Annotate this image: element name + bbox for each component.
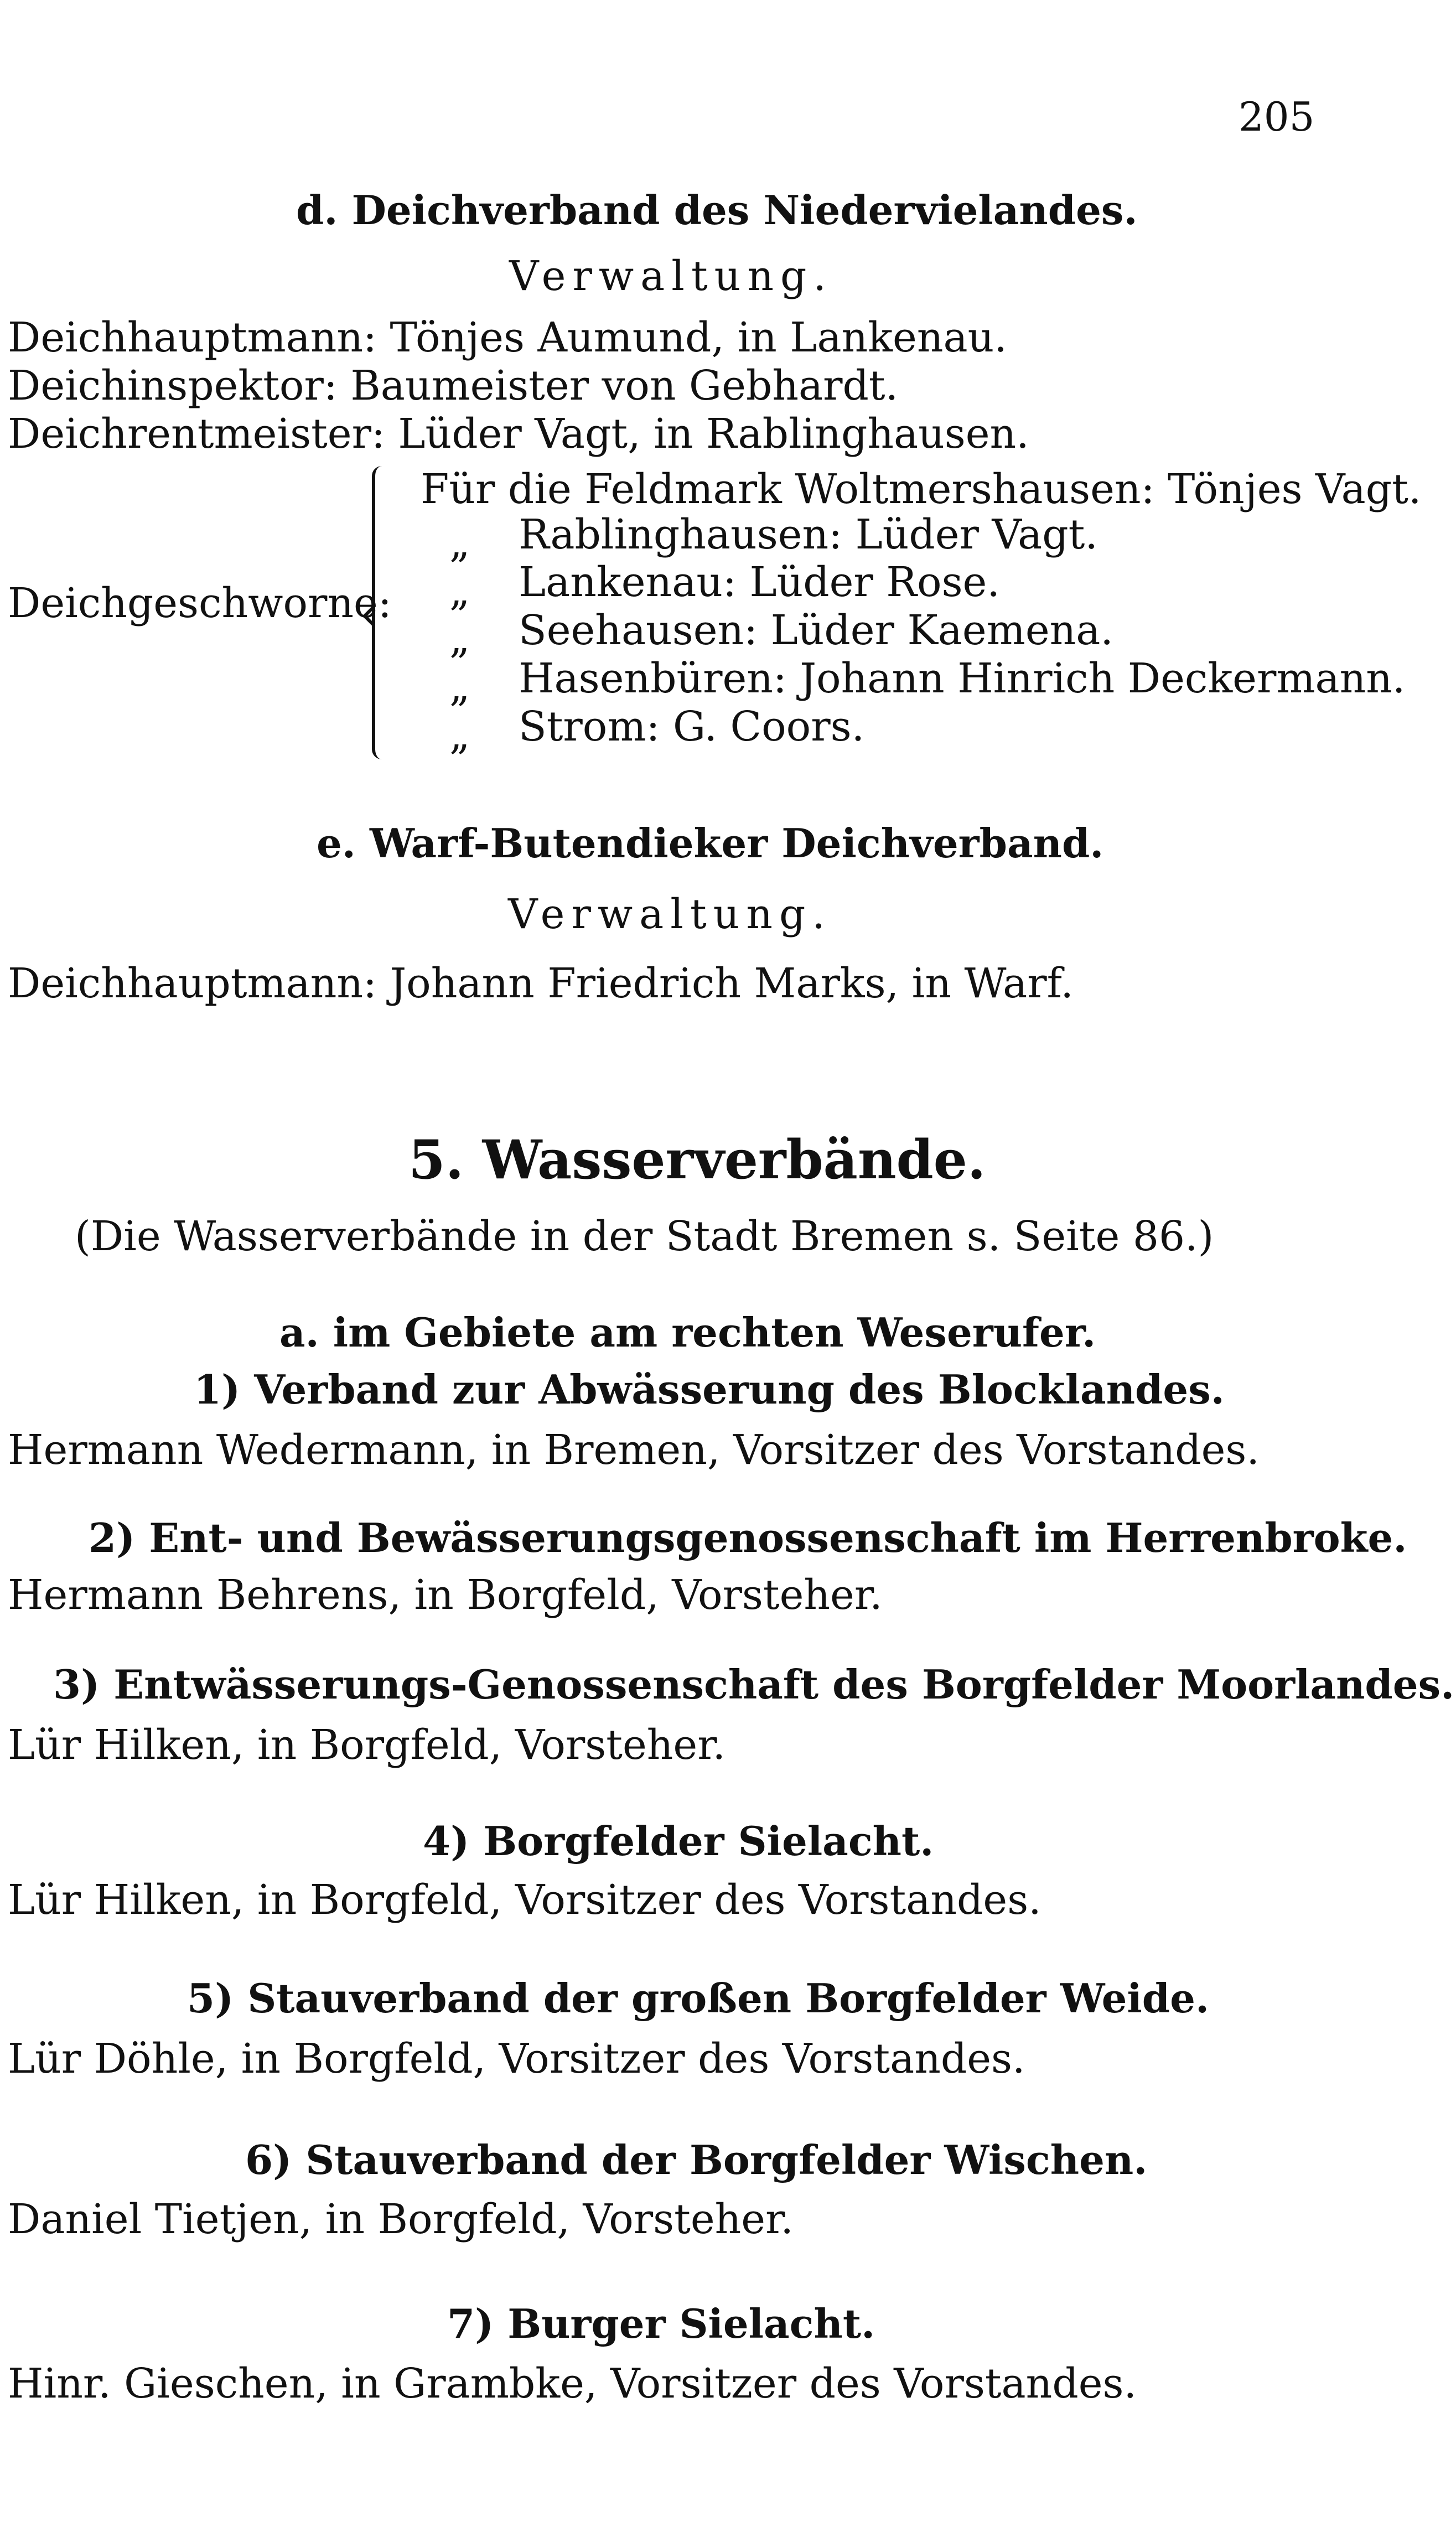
entry-1-heading: 1) Verband zur Abwässerung des Blocklandes. [194,1366,1225,1413]
ditto-mark-2: „ [449,520,470,566]
entry-5-heading: 5) Stauverband der großen Borgfelder Weide. [187,1975,1210,2022]
entry-7-text: Hinr. Gieschen, in Grambke, Vorsitzer des Vorstandes. [8,2360,1137,2407]
entry-6-heading: 6) Stauverband der Borgfelder Wischen. [245,2136,1148,2183]
group-line-5: Hasenbüren: Johann Hinrich Deckermann. [519,655,1406,702]
section-d-title: d. Deichverband des Niedervielandes. [296,187,1138,234]
entry-2-text: Hermann Behrens, in Borgfeld, Vorsteher. [8,1571,883,1619]
entry-4-heading: 4) Borgfelder Sielacht. [423,1818,934,1865]
section-5-note: (Die Wasserverbände in der Stadt Bremen s. Seite 86.) [75,1213,1214,1260]
section-e-subtitle: Verwaltung. [508,890,832,938]
ditto-mark-4: „ [449,615,470,662]
entry-7-heading: 7) Burger Sielacht. [447,2300,875,2347]
entry-2-heading: 2) Ent- und Bewässerungsgenossenschaft im Herrenbroke. [89,1514,1407,1561]
deichgeschworne-label: Deichgeschworne: [8,579,392,627]
section-5-subsection: a. im Gebiete am rechten Weserufer. [279,1309,1096,1356]
section-e-title: e. Warf-Butendieker Deichverband. [317,820,1104,867]
ditto-mark-6: „ [449,712,470,758]
group-line-1: Für die Feldmark Woltmershausen: Tönjes Vagt. [421,465,1422,513]
section-e-line: Deichhauptmann: Johann Friedrich Marks, in Warf. [8,960,1074,1007]
page-number: 205 [1239,94,1315,140]
entry-6-text: Daniel Tietjen, in Borgfeld, Vorsteher. [8,2196,794,2243]
entry-5-text: Lür Döhle, in Borgfeld, Vorsitzer des Vorstandes. [8,2035,1025,2083]
group-line-4: Seehausen: Lüder Kaemena. [519,607,1113,654]
group-line-6: Strom: G. Coors. [519,703,865,750]
section-d-line-1: Deichhauptmann: Tönjes Aumund, in Lankenau. [8,314,1007,361]
entry-1-text: Hermann Wedermann, in Bremen, Vorsitzer des Vorstandes. [8,1426,1260,1474]
group-line-2: Rablinghausen: Lüder Vagt. [519,511,1098,558]
section-d-line-3: Deichrentmeister: Lüder Vagt, in Rablinghausen. [8,410,1029,458]
section-d-subtitle: Verwaltung. [509,252,833,300]
group-line-3: Lankenau: Lüder Rose. [519,558,1000,606]
entry-3-heading: 3) Entwässerungs-Genossenschaft des Borgfelder Moorlandes. [53,1661,1455,1708]
ditto-mark-3: „ [449,568,470,614]
section-d-line-2: Deichinspektor: Baumeister von Gebhardt. [8,362,899,410]
section-5-title: 5. Wasserverbände. [408,1128,986,1191]
ditto-mark-5: „ [449,664,470,710]
entry-4-text: Lür Hilken, in Borgfeld, Vorsitzer des Vorstandes. [8,1876,1042,1924]
entry-3-text: Lür Hilken, in Borgfeld, Vorsteher. [8,1721,726,1769]
